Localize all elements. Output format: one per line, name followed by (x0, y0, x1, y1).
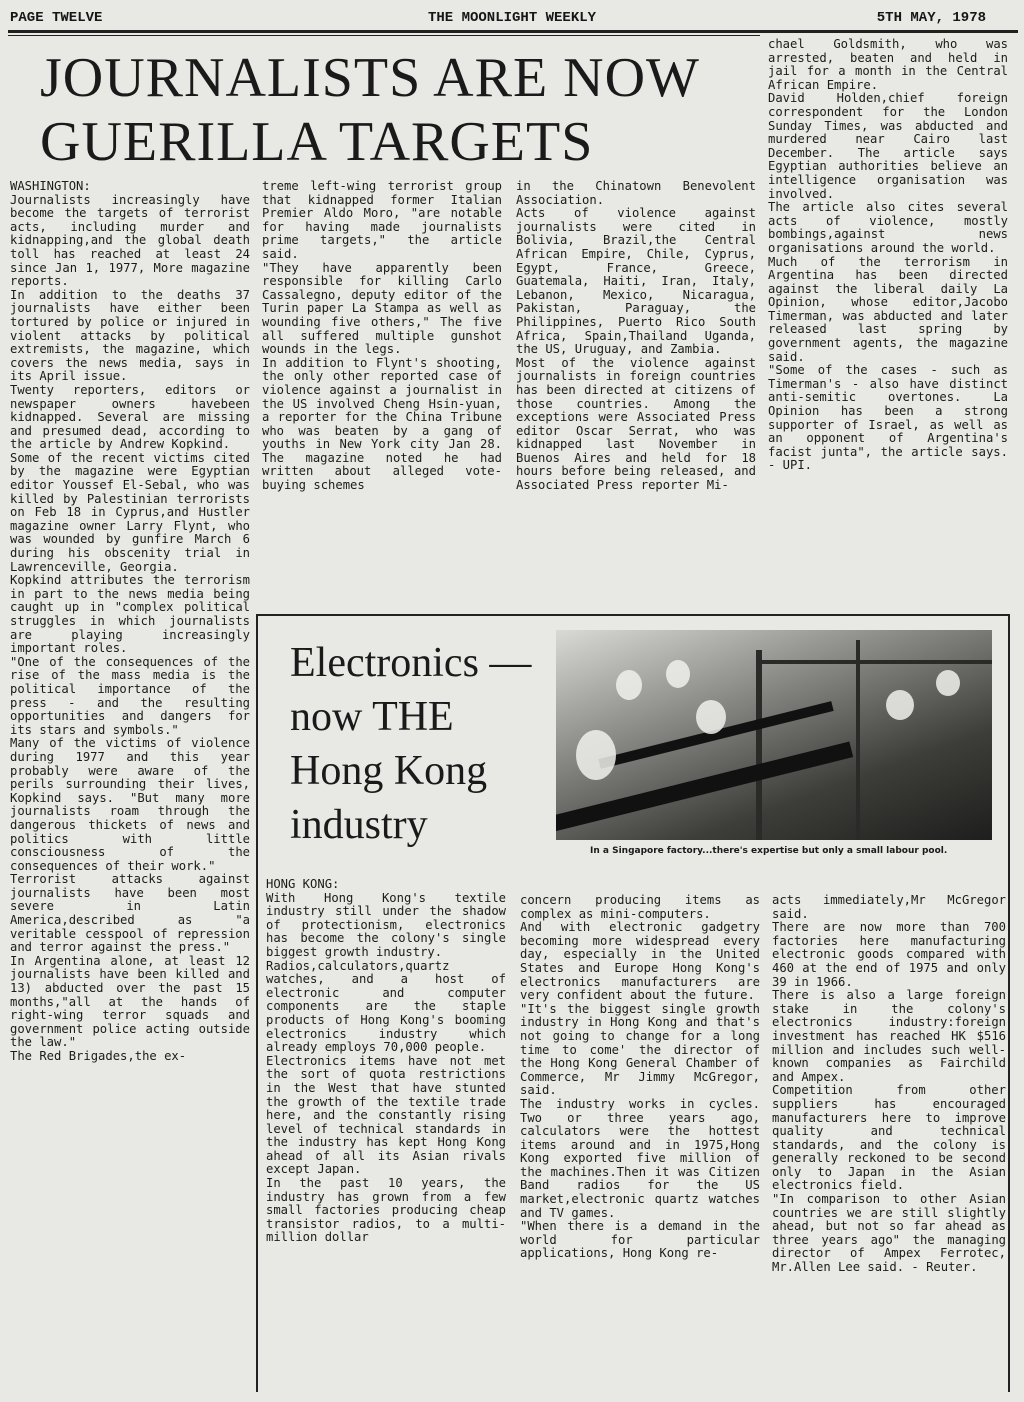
feature-box-left-rule (256, 862, 258, 1392)
photo-caption: In a Singapore factory...there's expertise but only a small labour pool. (590, 846, 948, 856)
feature-column-3: acts immediately,Mr McGregor said. There are now more than 700 factories here manufacturing electronic goods compared with 460 at the end of 1975 and only 39 in 1966. There is also a large foreign stake in the colony's electronics industry:foreign investment has reached HK $516 million and includes such well-known companies as Fairchild and Ampex. Competition from other suppliers has encouraged manufacturers here to improve quality and technical standards, and the colony is generally reckoned to be second only to Japan in the Asian electronics field. "In comparison to other Asian countries we are still slightly ahead, but not so far ahead as three years ago" the managing director of Ampex Ferrotec, Mr.Allen Lee said. - Reuter. (772, 893, 1006, 1275)
issue-date: 5TH MAY, 1978 (876, 10, 986, 26)
article-column-1: WASHINGTON: Journalists increasingly have become the targets of terrorist acts, including murder and kidnapping,and the global death toll has reached at least 24 since Jan 1, 1977, More magazine reports. In addition to the deaths 37 journalists have either been tortured by police or injured in violent attacks by political extremists, the magazine, which covers the news media, says in its April issue. Twenty reporters, editors or newspaper owners havebeen kidnapped. Several are missing and presumed dead, according to the article by Andrew Kopkind. Some of the recent victims cited by the magazine were Egyptian editor Youssef El-Sebal, who was killed by Palestinian terrorists on Feb 18 in Cyprus,and Hustler magazine owner Larry Flynt, who was wounded by gunfire March 6 during his obscenity trial in Lawrenceville, Georgia. Kopkind attributes the terrorism in part to the news media being caught up in "complex political struggles in which journalists are playing increasingly important roles. "One of the consequences of the rise of the mass media is the political importance of the press - and the resulting opportunities and dangers for its stars and symbols." Many of the victims of violence during 1977 and this year probably were aware of the perils surrounding their lives, Kopkind says. "But many more journalists roam through the dangerous thickets of news and politics with little consciousness of the consequences of their work." Terrorist attacks against journalists have been most severe in Latin America,described as "a veritable cesspool of repression and terror against the press." In Argentina alone, at least 12 journalists have been killed and 13) abducted over the past 15 months,"all at the hands of right-wing terror squads and government police acting outside the law." The Red Brigades,the ex- (10, 179, 250, 1063)
page-number: PAGE TWELVE (10, 10, 103, 26)
masthead-rule-thin (8, 35, 760, 36)
article-column-2: treme left-wing terrorist group that kidnapped former Italian Premier Aldo Moro, "are notable for having made journalists prime targets," the article said. "They have apparently been responsible for killing Carlo Cassalegno, deputy editor of the Turin paper La Stampa as well as wounding five others," The five all suffered multiple gunshot wounds in the legs. In addition to Flynt's shooting, the only other reported case of violence against a journalist in the US involved Cheng Hsin-yuan, a reporter for the China Tribune who was beaten by a gang of youths in New York city Jan 28. The magazine noted he had written about alleged vote-buying schemes (262, 179, 502, 493)
article-column-3: in the Chinatown Benevolent Association. Acts of violence against journalists were cited in Bolivia, Brazil,the Central African Empire, Chile, Cyprus, Egypt, France, Greece, Guatemala, Haiti, Iran, Italy, Lebanon, Mexico, Nicaragua, Pakistan, Paraguay, the Philippines, Puerto Rico South Africa, Spain,Thailand Uganda, the US, Uruguay, and Zambia. Most of the violence against journalists in foreign countries has been directed at citizens of those countries. Among the exceptions were Associated Press editor Oscar Serrat, who was kidnapped last November in Buenos Aires and held for 18 hours before being released, and Associated Press reporter Mi- (516, 179, 756, 493)
feature-column-2: concern producing items as complex as mini-computers. And with electronic gadgetry becoming more widespread every day, especially in the United States and Europe Hong Kong's electronics manufacturers are very confident about the future. "It's the biggest single growth industry in Hong Kong and that's not going to change for a long time to come' the director of the Hong Kong General Chamber of Commerce, Mr Jimmy McGregor, said. The industry works in cycles. Two or three years ago, calculators were the hottest items around and in 1975,Hong Kong exported five million of the machines.Then it was Citizen Band radios for the US market,electronic quartz watches and TV games. "When there is a demand in the world for particular applications, Hong Kong re- (520, 893, 760, 1261)
masthead (8, 8, 1008, 32)
feature-column-1: HONG KONG: With Hong Kong's textile industry still under the shadow of protectionism, electronics has become the colony's single biggest growth industry. Radios,calculators,quartz watches, and a host of electronic and computer components are the staple products of Hong Kong's booming electronics industry which already employs 70,000 people. Electronics items have not met the sort of quota restrictions in the West that have stunted the growth of the textile trade here, and the constantly rising level of technical standards in the industry has kept Hong Kong ahead of all its Asian rivals except Japan. In the past 10 years, the industry has grown from a few small factories producing cheap transistor radios, to a multi-million dollar (266, 877, 506, 1245)
publication-title: THE MOONLIGHT WEEKLY (428, 10, 597, 26)
article-column-4: chael Goldsmith, who was arrested, beaten and held in jail for a month in the Central African Empire. David Holden,chief foreign correspondent for the London Sunday Times, was abducted and murdered near Cairo last December. The article says Egyptian authorities believe an intelligence organisation was involved. The article also cites several acts of violence, mostly bombings,against news organisations around the world. Much of the terrorism in Argentina has been directed against the liberal daily La Opinion, whose editor,Jacobo Timerman, was abducted and later released last spring by government agents, the magazine said. "Some of the cases - such as Timerman's - also have distinct anti-semitic overtones. La Opinion has been a strong supporter of Israel, as well as an opponent of Argentina's facist junta", the article says. - UPI. (768, 37, 1008, 473)
feature-box-right-rule (1008, 862, 1010, 1392)
factory-photo (556, 630, 992, 840)
feature-headline: Electronics —now THE Hong Kong industry (290, 640, 532, 848)
article-headline: JOURNALISTS ARE NOW GUERILLA TARGETS (40, 47, 699, 173)
masthead-rule (8, 30, 1018, 33)
